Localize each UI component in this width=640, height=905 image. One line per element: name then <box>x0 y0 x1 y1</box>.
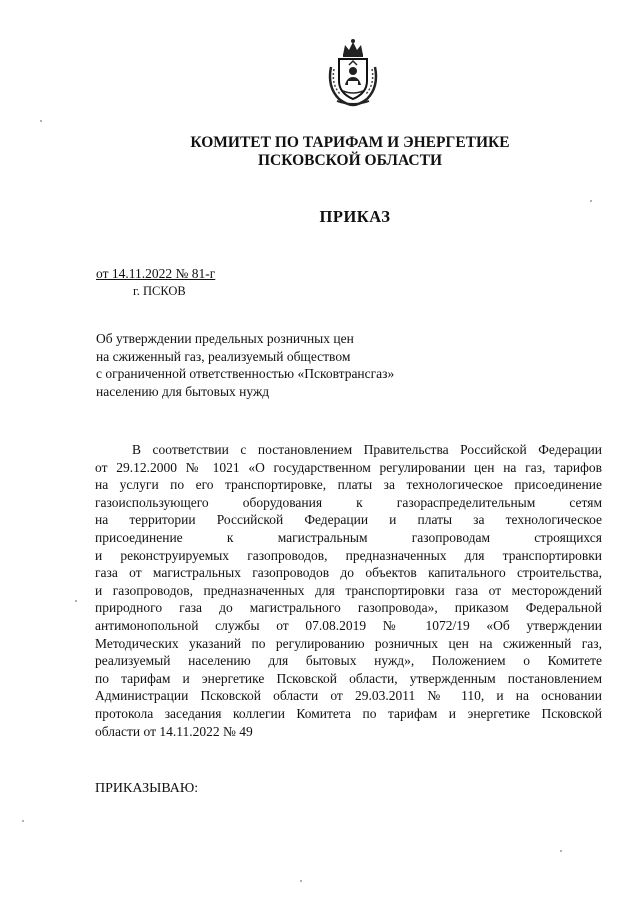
scan-speck <box>40 120 42 122</box>
date-number: от 14.11.2022 № 81-г <box>96 266 216 281</box>
body-line: на территории Российской Федерации и платы за технологическое <box>95 512 602 528</box>
body-line: Администрации Псковской области от 29.03.2011 № 110, и на основании <box>95 688 602 704</box>
body-line: на услуги по его транспортировке, платы за технологическое присоединение <box>95 477 602 493</box>
subject-line: с ограниченной ответственностью «Псковтрансгаз» <box>96 366 395 381</box>
body-line: газа от магистральных газопроводов до объектов капитального строительства, <box>95 565 602 581</box>
scan-speck <box>590 200 592 202</box>
scan-speck <box>560 850 562 852</box>
scan-speck <box>75 600 77 602</box>
body-line: области от 14.11.2022 № 49 <box>95 723 253 739</box>
body-line: и реконструируемых газопроводов, предназначенных для транспортировки <box>95 547 602 563</box>
org-line-1: КОМИТЕТ ПО ТАРИФАМ И ЭНЕРГЕТИКЕ <box>190 134 510 151</box>
subject-line: населению для бытовых нужд <box>96 383 270 399</box>
body-line: присоединение к магистральным газопроводам строящихся <box>95 529 602 545</box>
place: г. ПСКОВ <box>133 284 186 298</box>
body-line: реализуемый населению для бытовых нужд», Положением о Комитете <box>95 653 602 669</box>
order-keyword: ПРИКАЗЫВАЮ: <box>95 781 199 796</box>
body-line: Методических указаний по регулированию розничных цен на сжиженный газ, <box>95 635 602 651</box>
body-line: и газопроводов, предназначенных для транспортировки газа от месторождений <box>95 582 602 598</box>
body-line: антимонопольной службы от 07.08.2019 № 1072/19 «Об утверждении <box>95 617 602 633</box>
org-line-2: ПСКОВСКОЙ ОБЛАСТИ <box>257 152 442 169</box>
coat-of-arms-icon <box>325 37 381 107</box>
organization-title <box>150 134 550 170</box>
document-type: ПРИКАЗ <box>319 207 391 226</box>
subject-line: на сжиженный газ, реализуемый обществом <box>96 348 351 364</box>
body-line: по тарифам и энергетике Псковской области, утвержденным постановлением <box>95 670 602 686</box>
body-paragraph <box>95 441 602 740</box>
body-line: протокола заседания коллегии Комитета по тарифам и энергетике Псковской <box>95 705 602 721</box>
scan-speck <box>22 820 24 822</box>
body-line: природного газа до магистрального газопровода», приказом Федеральной <box>95 600 602 616</box>
body-line: газоиспользующего оборудования к газораспределительным сетям <box>95 494 602 510</box>
body-line: В соответствии с постановлением Правительства Российской Федерации <box>132 442 602 457</box>
scan-speck <box>300 880 302 882</box>
body-line: от 29.12.2000 № 1021 «О государственном регулировании цен на газ, тарифов <box>95 459 602 475</box>
subject-block <box>96 330 456 400</box>
subject-line: Об утверждении предельных розничных цен <box>96 331 354 346</box>
